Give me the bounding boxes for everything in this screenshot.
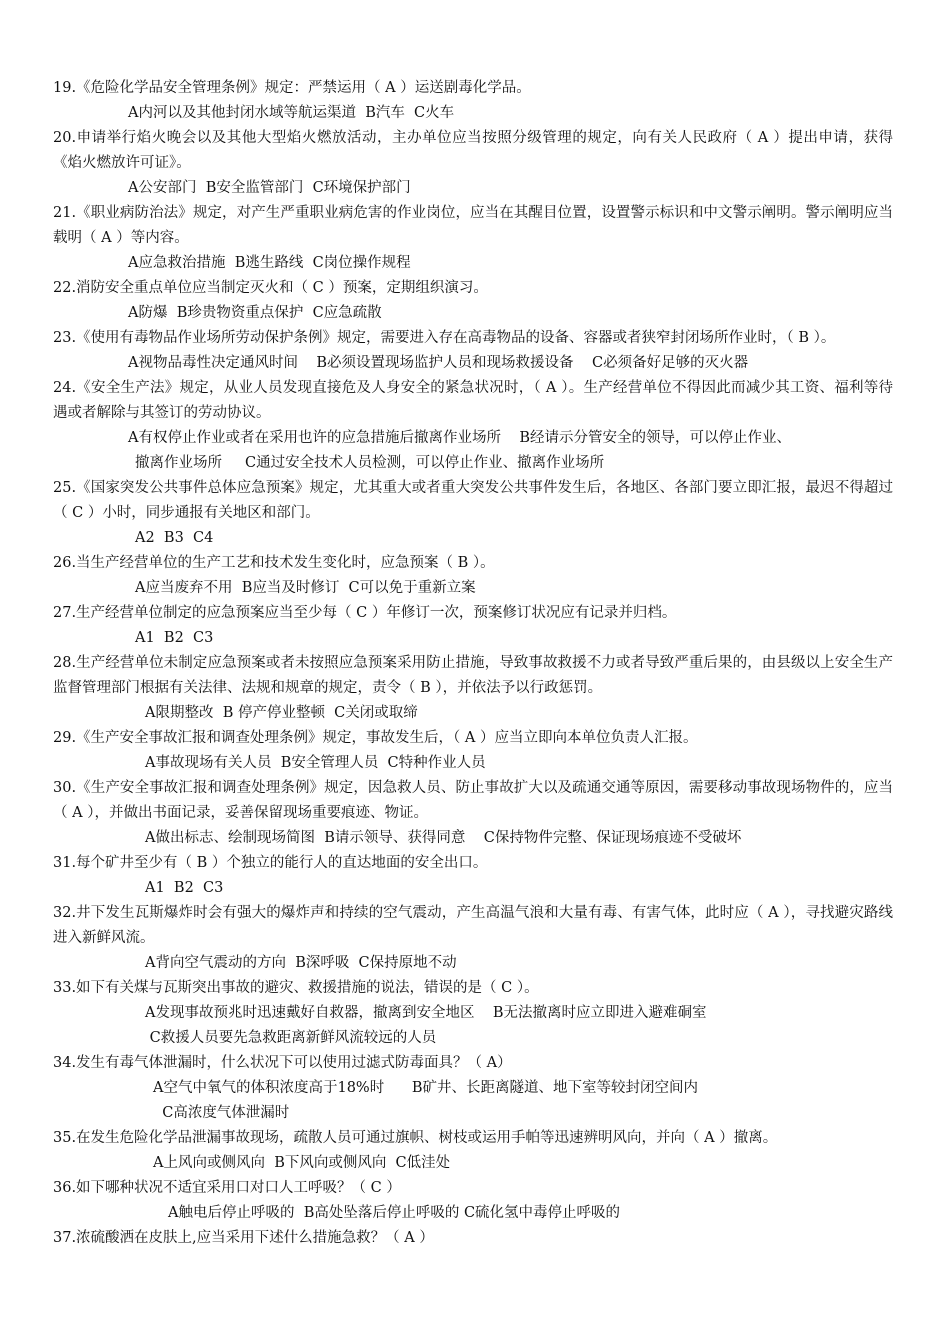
question-22-options: A防爆 B珍贵物资重点保护 C应急疏散 — [128, 305, 382, 321]
question-32: 32.井下发生瓦斯爆炸时会有强大的爆炸声和持续的空气震动，产生高温气浪和大量有毒、有害气体，此时应（ A ），寻找避灾路线进入新鲜风流。 — [53, 905, 893, 946]
question-27: 27.生产经营单位制定的应急预案应当至少每（ C ）年修订一次，预案修订状况应有记录并归档。 — [53, 605, 677, 621]
question-35: 35.在发生危险化学品泄漏事故现场，疏散人员可通过旗帜、树枝或运用手帕等迅速辨明风向，并向（ A ）撤离。 — [53, 1130, 778, 1146]
question-33-options-cont: C救援人员要先急救距离新鲜风流较远的人员 — [145, 1030, 437, 1046]
question-24-options: A有权停止作业或者在采用也许的应急措施后撤离作业场所 B经请示分管安全的领导，可以停止作业、 — [128, 430, 792, 446]
question-20-options: A公安部门 B安全监管部门 C环境保护部门 — [128, 180, 411, 196]
question-24: 24.《安全生产法》规定，从业人员发现直接危及人身安全的紧急状况时，（ A ）。生产经营单位不得因此而减少其工资、福利等待遇或者解除与其签订的劳动协议。 — [53, 380, 893, 421]
question-20: 20.申请举行焰火晚会以及其他大型焰火燃放活动，主办单位应当按照分级管理的规定，向有关人民政府（ A ）提出申请，获得《焰火燃放许可证》。 — [53, 130, 893, 171]
question-29-options: A事故现场有关人员 B安全管理人员 C特种作业人员 — [145, 755, 486, 771]
question-19: 19.《危险化学品安全管理条例》规定：严禁运用（ A ）运送剧毒化学品。 — [53, 80, 531, 96]
question-32-options: A背向空气震动的方向 B深呼吸 C保持原地不动 — [145, 955, 457, 971]
question-23: 23.《使用有毒物品作业场所劳动保护条例》规定，需要进入存在高毒物品的设备、容器或者狭窄封闭场所作业时，（ B ）。 — [53, 330, 836, 346]
question-34-options: A空气中氧气的体积浓度高于18%时 B矿井、长距离隧道、地下室等较封闭空间内 — [153, 1080, 699, 1096]
question-28: 28.生产经营单位未制定应急预案或者未按照应急预案采用防止措施，导致事故救援不力或者导致严重后果的，由县级以上安全生产监督管理部门根据有关法律、法规和规章的规定，责令（ B ），并依法予以行政惩罚。 — [53, 655, 893, 696]
question-22: 22.消防安全重点单位应当制定灭火和（ C ）预案，定期组织演习。 — [53, 280, 488, 296]
question-36: 36.如下哪种状况不适宜采用口对口人工呼吸？（ C ） — [53, 1180, 401, 1196]
question-33-options: A发现事故预兆时迅速戴好自救器，撤离到安全地区 B无法撤离时应立即进入避难硐室 — [145, 1005, 707, 1021]
question-23-options: A视物品毒性决定通风时间 B必须设置现场监护人员和现场救援设备 C必须备好足够的灭火器 — [128, 355, 749, 371]
question-34: 34.发生有毒气体泄漏时，什么状况下可以使用过滤式防毒面具？（ A） — [53, 1055, 512, 1071]
question-37: 37.浓硫酸洒在皮肤上,应当采用下述什么措施急救？（ A ） — [53, 1230, 434, 1246]
question-36-options: A触电后停止呼吸的 B高处坠落后停止呼吸的 C硫化氢中毒停止呼吸的 — [168, 1205, 621, 1221]
question-25-options: A2 B3 C4 — [135, 530, 214, 546]
question-31: 31.每个矿井至少有（ B ）个独立的能行人的直达地面的安全出口。 — [53, 855, 488, 871]
question-29: 29.《生产安全事故汇报和调查处理条例》规定，事故发生后，（ A ）应当立即向本单位负责人汇报。 — [53, 730, 698, 746]
question-21-options: A应急救治措施 B逃生路线 C岗位操作规程 — [128, 255, 411, 271]
question-27-options: A1 B2 C3 — [135, 630, 214, 646]
question-30: 30.《生产安全事故汇报和调查处理条例》规定，因急救人员、防止事故扩大以及疏通交通等原因，需要移动事故现场物件的，应当（ A ），并做出书面记录，妥善保留现场重要痕迹、物证。 — [53, 780, 893, 821]
question-25: 25.《国家突发公共事件总体应急预案》规定，尤其重大或者重大突发公共事件发生后，各地区、各部门要立即汇报，最迟不得超过（ C ）小时，同步通报有关地区和部门。 — [53, 480, 893, 521]
question-24-options-cont: 撤离作业场所 C通过安全技术人员检测，可以停止作业、撤离作业场所 — [135, 455, 605, 471]
question-33: 33.如下有关煤与瓦斯突出事故的避灾、救援措施的说法，错误的是（ C ）。 — [53, 980, 539, 996]
question-34-options-cont: C高浓度气体泄漏时 — [153, 1105, 290, 1121]
question-21: 21.《职业病防治法》规定，对产生严重职业病危害的作业岗位，应当在其醒目位置，设置警示标识和中文警示阐明。警示阐明应当载明（ A ）等内容。 — [53, 205, 893, 246]
question-35-options: A上风向或侧风向 B下风向或侧风向 C低洼处 — [153, 1155, 451, 1171]
question-31-options: A1 B2 C3 — [145, 880, 224, 896]
question-26: 26.当生产经营单位的生产工艺和技术发生变化时，应急预案（ B ）。 — [53, 555, 495, 571]
question-30-options: A做出标志、绘制现场简图 B请示领导、获得同意 C保持物件完整、保证现场痕迹不受破坏 — [145, 830, 742, 846]
question-28-options: A限期整改 B 停产停业整顿 C关闭或取缔 — [145, 705, 418, 721]
question-list — [53, 76, 893, 1251]
question-19-options: A内河以及其他封闭水域等航运渠道 B汽车 C火车 — [128, 105, 455, 121]
question-26-options: A应当废弃不用 B应当及时修订 C可以免于重新立案 — [135, 580, 476, 596]
